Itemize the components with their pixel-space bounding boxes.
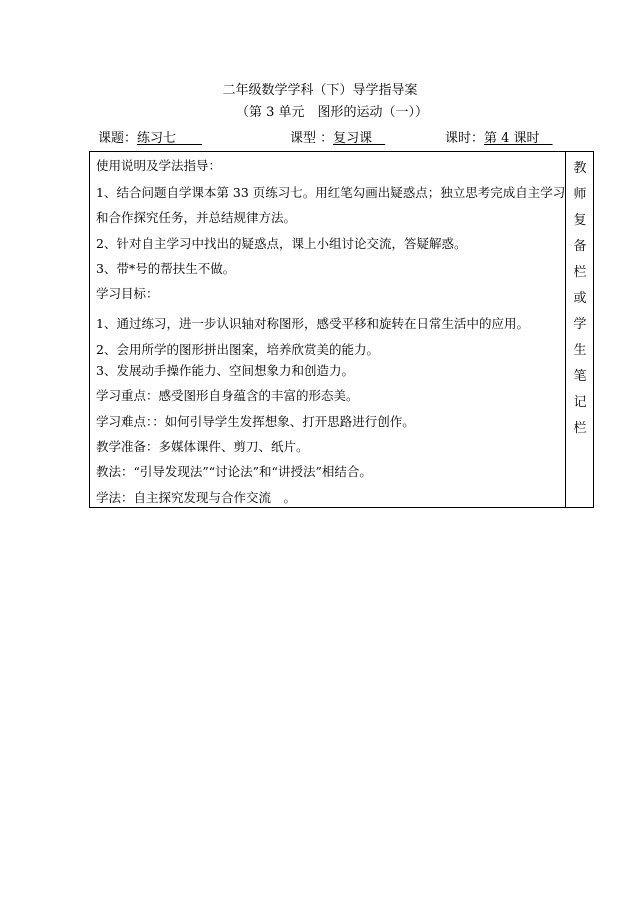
- guide-content-cell: [90, 152, 566, 507]
- teaching-preparation: 教学准备：多媒体课件、剪刀、纸片。: [96, 439, 309, 454]
- goal-3: 3、发展动手操作能力、空间想象力和创造力。: [96, 363, 354, 378]
- notes-column-cell: [566, 152, 594, 507]
- usage-item-1: 1、结合问题自学课本第 33 页练习七。用红笔勾画出疑惑点；独立思考完成自主学习: [96, 185, 566, 200]
- meta-period: [445, 130, 553, 148]
- goal-1: 1、通过练习，进一步认识轴对称图形，感受平移和旋转在日常生活中的应用。: [96, 316, 529, 331]
- lesson-type-value: 复习课: [333, 131, 386, 146]
- usage-item-1-continued: 和合作探究任务，并总结规律方法。: [96, 210, 297, 225]
- topic-label: 课题：: [98, 131, 138, 146]
- goals-heading: 学习目标：: [96, 286, 159, 301]
- period-value: 第 4 课时: [484, 131, 553, 146]
- period-label: 课时：: [445, 131, 485, 146]
- meta-lesson-type: [290, 130, 385, 148]
- difficulty: 学习难点：：如何引导学生发挥想象、打开思路进行创作。: [96, 414, 415, 429]
- learning-method: 学法：自主探究发现与合作交流 。: [96, 490, 297, 505]
- guide-table: [89, 151, 594, 508]
- lesson-type-label: 课型 ：: [290, 131, 334, 146]
- usage-item-2: 2、针对自主学习中找出的疑惑点，课上小组讨论交流，答疑解惑。: [96, 236, 467, 251]
- goal-2: 2、会用所学的图形拼出图案，培养欣赏美的能力。: [96, 342, 379, 357]
- document-title: 二年级数学学科（下）导学指导案: [222, 83, 418, 98]
- teaching-method: 教法：“引导发现法”“讨论法”和“讲授法”相结合。: [96, 464, 372, 479]
- notes-column-label: 教师复备栏或学生笔记栏: [573, 161, 587, 436]
- usage-item-3: 3、带*号的帮扶生不做。: [96, 261, 236, 276]
- document-subtitle: （第 3 单元 图形的运动（一））: [235, 105, 429, 120]
- usage-heading: 使用说明及学法指导：: [96, 158, 222, 173]
- meta-topic: [98, 130, 202, 148]
- key-point: 学习重点：感受图形自身蕴含的丰富的形态美。: [96, 388, 359, 403]
- topic-value: 练习七: [137, 131, 203, 146]
